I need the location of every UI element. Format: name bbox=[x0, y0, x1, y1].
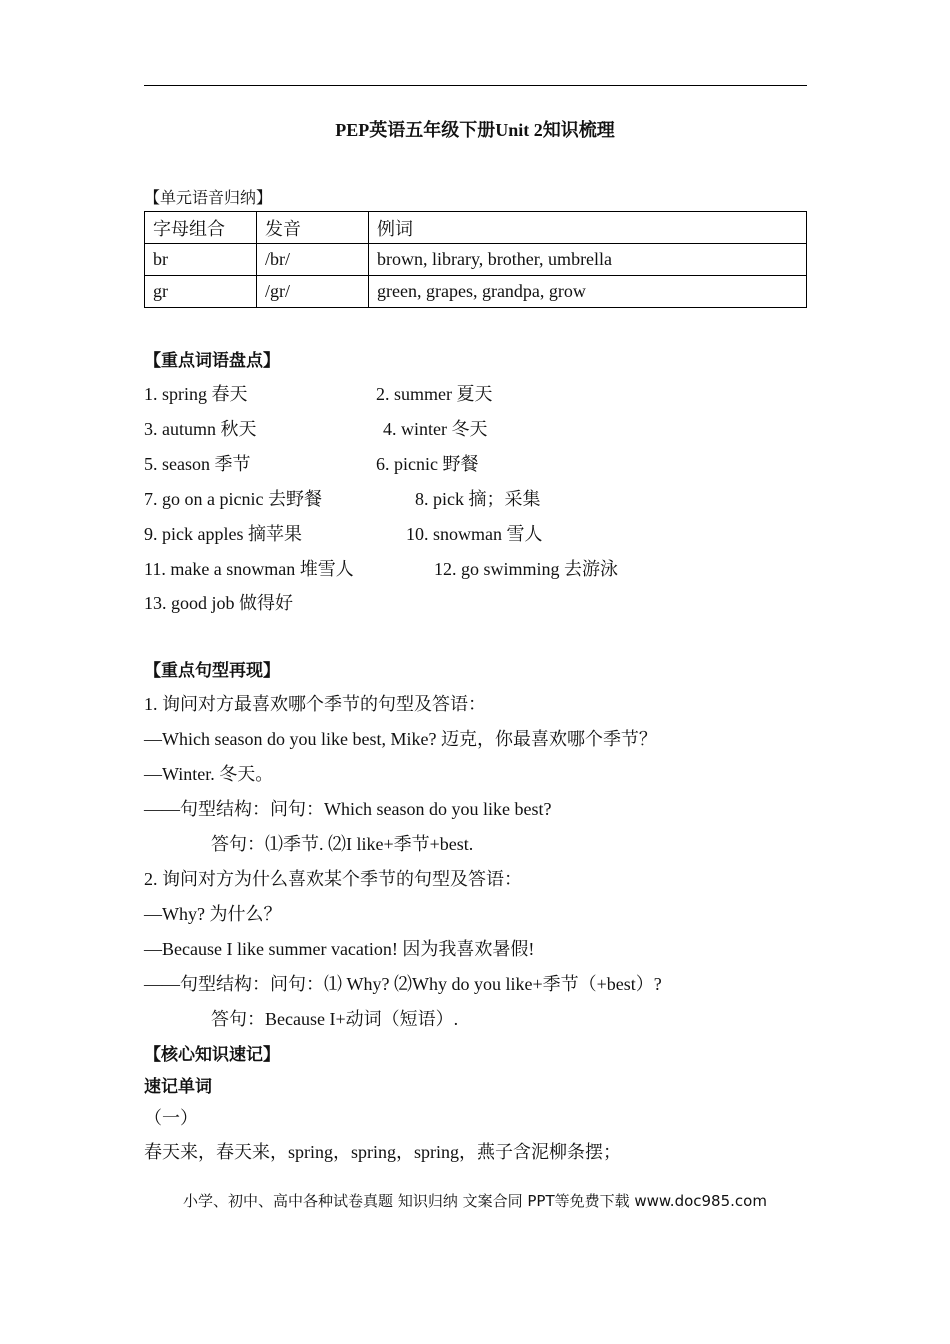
sentences-heading: 【重点句型再现】 bbox=[144, 661, 280, 681]
vocab-item: 2. summer 夏天 bbox=[376, 384, 493, 404]
header-cell: 字母组合 bbox=[145, 212, 257, 244]
top-rule bbox=[144, 85, 807, 86]
table-cell: brown, library, brother, umbrella bbox=[369, 244, 807, 276]
table-cell: /br/ bbox=[257, 244, 369, 276]
sentence-line: —Which season do you like best, Mike? 迈克，你最喜欢哪个季节？ bbox=[144, 729, 657, 749]
vocab-heading: 【重点词语盘点】 bbox=[144, 351, 280, 371]
sentence-line: ——句型结构：问句：⑴ Why? ⑵Why do you like+季节（+best）? bbox=[144, 974, 662, 994]
vocab-item: 4. winter 冬天 bbox=[383, 419, 488, 439]
sentence-line: 1. 询问对方最喜欢哪个季节的句型及答语： bbox=[144, 694, 486, 714]
vocab-item: 12. go swimming 去游泳 bbox=[434, 559, 619, 579]
vocab-item: 7. go on a picnic 去野餐 bbox=[144, 489, 322, 509]
header-cell: 发音 bbox=[257, 212, 369, 244]
sentence-line: —Winter. 冬天。 bbox=[144, 764, 274, 784]
vocab-item: 1. spring 春天 bbox=[144, 384, 248, 404]
phonics-label: 【单元语音归纳】 bbox=[144, 190, 273, 207]
core-part-label: （一） bbox=[144, 1108, 198, 1128]
vocab-item: 9. pick apples 摘苹果 bbox=[144, 524, 302, 544]
vocab-item: 8. pick 摘；采集 bbox=[415, 489, 541, 509]
core-heading: 【核心知识速记】 bbox=[144, 1045, 280, 1065]
sentence-line: —Why? 为什么？ bbox=[144, 904, 282, 924]
vocab-item: 11. make a snowman 堆雪人 bbox=[144, 559, 354, 579]
table-cell: br bbox=[145, 244, 257, 276]
header-cell: 例词 bbox=[369, 212, 807, 244]
table-cell: /gr/ bbox=[257, 276, 369, 308]
table-header-row bbox=[145, 212, 807, 244]
sentence-line: 2. 询问对方为什么喜欢某个季节的句型及答语： bbox=[144, 869, 522, 889]
sentence-line: 答句：⑴季节. ⑵I like+季节+best. bbox=[211, 834, 474, 854]
vocab-item: 13. good job 做得好 bbox=[144, 593, 294, 613]
phonics-table bbox=[144, 211, 807, 308]
vocab-item: 5. season 季节 bbox=[144, 454, 251, 474]
page-footer: 小学、初中、高中各种试卷真题 知识归纳 文案合同 PPT等免费下载 www.doc985.com bbox=[183, 1192, 767, 1210]
sentence-line: —Because I like summer vacation! 因为我喜欢暑假! bbox=[144, 939, 535, 959]
table-cell: green, grapes, grandpa, grow bbox=[369, 276, 807, 308]
vocab-item: 3. autumn 秋天 bbox=[144, 419, 257, 439]
sentence-line: ——句型结构：问句：Which season do you like best? bbox=[144, 799, 552, 819]
table-row bbox=[145, 244, 807, 276]
table-cell: gr bbox=[145, 276, 257, 308]
table-row bbox=[145, 276, 807, 308]
core-subheading: 速记单词 bbox=[144, 1077, 212, 1097]
core-line: 春天来，春天来，spring，spring，spring，燕子含泥柳条摆； bbox=[144, 1142, 621, 1162]
page-title: PEP英语五年级下册Unit 2知识梳理 bbox=[335, 120, 615, 140]
sentence-line: 答句：Because I+动词（短语）. bbox=[211, 1009, 459, 1029]
vocab-item: 10. snowman 雪人 bbox=[406, 524, 543, 544]
vocab-item: 6. picnic 野餐 bbox=[376, 454, 479, 474]
